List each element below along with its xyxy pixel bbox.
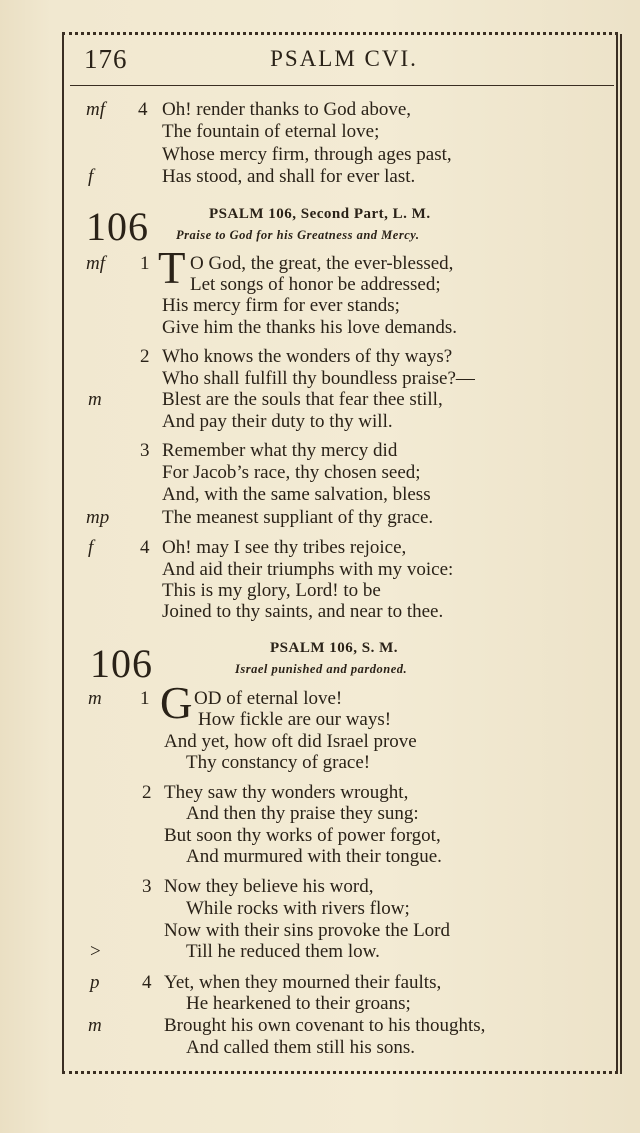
hymn-title: PSALM 106, Second Part, L. M. <box>209 206 431 222</box>
verse-line: And, with the same salvation, bless <box>162 484 431 505</box>
verse-number: 2 <box>142 782 152 803</box>
hymn-subtitle: Praise to God for his Greatness and Mercy. <box>176 228 420 242</box>
verse-line: Yet, when they mourned their faults, <box>164 972 442 993</box>
verse-line: O God, the great, the ever-blessed, <box>190 253 454 274</box>
verse-line: This is my glory, Lord! to be <box>162 580 381 601</box>
verse-line: And then thy praise they sung: <box>186 803 419 824</box>
verse-line: Brought his own covenant to his thoughts, <box>164 1015 486 1036</box>
verse-line: Oh! render thanks to God above, <box>162 99 412 120</box>
dynamic-mark: mf <box>86 253 105 274</box>
page-border-inner-rule <box>620 34 622 1074</box>
verse-number: 2 <box>140 346 150 367</box>
verse-line: But soon thy works of power forgot, <box>164 825 441 846</box>
dynamic-mark: m <box>88 1015 102 1036</box>
drop-cap: G <box>160 678 193 728</box>
dynamic-mark: mp <box>86 507 110 528</box>
verse-line: The fountain of eternal love; <box>162 121 380 142</box>
verse-line: Whose mercy firm, through ages past, <box>162 144 452 165</box>
verse-number: 3 <box>142 876 152 897</box>
verse-line: And called them still his sons. <box>186 1037 416 1058</box>
verse-line: Now they believe his word, <box>164 876 374 897</box>
verse-line: Let songs of honor be addressed; <box>190 274 441 295</box>
accent-mark: > <box>90 941 101 962</box>
verse-line: OD of eternal love! <box>194 688 343 709</box>
hymn-number: 106 <box>90 641 153 686</box>
verse-line: Thy constancy of grace! <box>186 752 371 773</box>
verse-line: And aid their triumphs with my voice: <box>162 559 454 580</box>
dynamic-mark: p <box>90 972 100 993</box>
verse-number: 4 <box>140 537 150 558</box>
dynamic-mark: f <box>88 537 94 558</box>
verse-line: And murmured with their tongue. <box>186 846 442 867</box>
verse-line: For Jacob’s race, thy chosen seed; <box>162 462 421 483</box>
verse-line: And pay their duty to thy will. <box>162 411 393 432</box>
verse-line: Remember what thy mercy did <box>162 440 398 461</box>
verse-number: 4 <box>142 972 152 993</box>
dynamic-mark: m <box>88 389 102 410</box>
verse-line: Who knows the wonders of thy ways? <box>162 346 453 367</box>
verse-line: They saw thy wonders wrought, <box>164 782 409 803</box>
running-title: PSALM CVI. <box>270 46 418 71</box>
verse-line: Oh! may I see thy tribes rejoice, <box>162 537 407 558</box>
running-head <box>84 44 604 80</box>
page-number: 176 <box>84 44 128 74</box>
verse-number: 1 <box>140 688 150 709</box>
drop-cap: T <box>158 243 186 293</box>
verse-number: 3 <box>140 440 150 461</box>
verse-line: Who shall fulfill thy boundless praise?— <box>162 368 475 389</box>
dynamic-mark: f <box>88 166 94 187</box>
hymn-number: 106 <box>86 204 149 249</box>
verse-line: And yet, how oft did Israel prove <box>164 731 417 752</box>
dynamic-mark: m <box>88 688 102 709</box>
verse-line: How fickle are our ways! <box>198 709 392 730</box>
verse-line: The meanest suppliant of thy grace. <box>162 507 434 528</box>
verse-line: His mercy firm for ever stands; <box>162 295 400 316</box>
hymn-subtitle: Israel punished and pardoned. <box>235 662 408 676</box>
verse-line: While rocks with rivers flow; <box>186 898 410 919</box>
head-rule <box>70 85 614 86</box>
verse-line: Now with their sins provoke the Lord <box>164 920 451 941</box>
hymn-title: PSALM 106, S. M. <box>270 640 398 656</box>
verse-number: 1 <box>140 253 150 274</box>
verse-number: 4 <box>138 99 148 120</box>
verse-line: Has stood, and shall for ever last. <box>162 166 416 187</box>
verse-line: Give him the thanks his love demands. <box>162 317 457 338</box>
verse-line: Blest are the souls that fear thee still, <box>162 389 443 410</box>
dynamic-mark: mf <box>86 99 105 120</box>
verse-line: Till he reduced them low. <box>186 941 380 962</box>
verse-line: He hearkened to their groans; <box>186 993 411 1014</box>
verse-line: Joined to thy saints, and near to thee. <box>162 601 444 622</box>
